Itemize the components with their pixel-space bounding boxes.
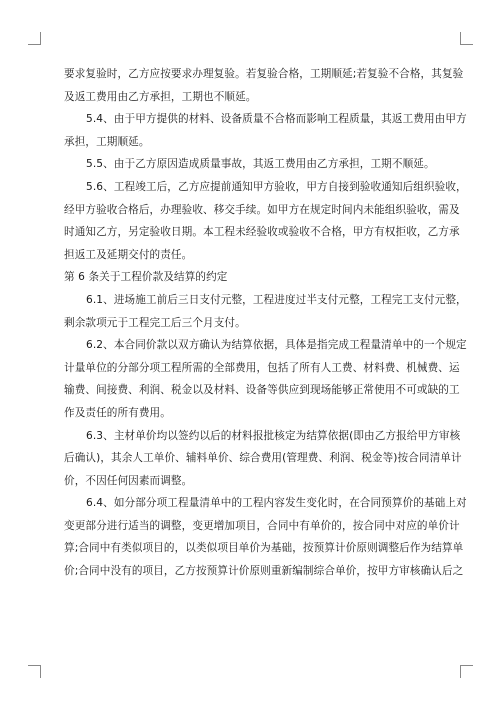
document-body	[64, 63, 467, 583]
text-line: 价，不因任何因素而调整。	[64, 474, 193, 487]
heading-line: 第 6 条关于工程价款及结算的约定	[64, 271, 228, 284]
article-6-heading	[64, 266, 447, 289]
text-line: 6.4、如分部分项工程量清单中的工程内容发生变化时，在合同预算价的基础上对	[86, 497, 467, 510]
paragraph-recheck	[64, 63, 464, 108]
crop-mark-top-left	[28, 32, 41, 45]
paragraph-5-5	[64, 153, 447, 176]
text-line: 作及责任的所有费用。	[64, 406, 171, 419]
paragraph-5-6	[64, 176, 467, 266]
text-line: 5.6、工程竣工后，乙方应提前通知甲方验收，甲方自接到验收通知后组织验收，	[86, 180, 467, 193]
text-line: 经甲方验收合格后，办理验收、移交手续。如甲方在规定时间内未能组织验收，需及	[64, 203, 460, 216]
text-line: 变更部分进行适当的调整，变更增加项目，合同中有单价的，按合同中对应的单价计	[64, 519, 460, 532]
text-line: 输费、间接费、利润、税金以及材料、设备等供应到现场能够正常使用不可或缺的工	[64, 384, 460, 397]
text-line: 剩余款项元于工程完工后三个月支付。	[64, 316, 246, 329]
paragraph-6-2	[64, 334, 467, 424]
text-line: 5.4、由于甲方提供的材料、设备质量不合格而影响工程质量，其返工费用由甲方	[86, 113, 467, 126]
paragraph-6-3	[64, 425, 462, 493]
text-line: 6.2、本合同价款以双方确认为结算依据，具体是指完成工程量清单中的一个规定	[86, 339, 467, 352]
text-line: 及返工费用由乙方承担，工期也不顺延。	[64, 90, 257, 103]
text-line: 算;合同中有类似项目的，以类似项目单价为基础，按预算计价原则调整后作为结算单	[64, 542, 464, 555]
paragraph-6-1	[64, 289, 467, 334]
paragraph-5-4	[64, 108, 467, 153]
text-line: 承担，工期顺延。	[64, 135, 150, 148]
crop-mark-bottom-right	[460, 665, 473, 678]
text-line: 6.3、主材单价均以签约以后的材料报批核定为结算依据(即由乙方报给甲方审核	[86, 429, 461, 442]
text-line: 价;合同中没有的项目，乙方按预算计价原则重新编制综合单价，按甲方审核确认后之	[64, 565, 464, 578]
text-line: 计量单位的分部分项工程所需的全部费用，包括了所有人工费、材料费、机械费、运	[64, 361, 460, 374]
crop-mark-top-right	[460, 32, 473, 45]
text-line: 担返工及延期交付的责任。	[64, 248, 193, 261]
text-line: 5.5、由于乙方原因造成质量事故，其返工费用由乙方承担，工期不顺延。	[86, 158, 435, 171]
text-line: 时通知乙方，另定验收日期。本工程未经验收或验收不合格，甲方有权拒收，乙方承	[64, 226, 460, 239]
text-line: 要求复验时，乙方应按要求办理复验。若复验合格，工期顺延;若复验不合格，其复验	[64, 68, 464, 80]
paragraph-6-4	[64, 492, 467, 582]
crop-mark-bottom-left	[28, 665, 41, 678]
text-line: 后确认)，其余人工单价、辅料单价、综合费用(管理费、利润、税金等)按合同清单计	[64, 452, 462, 465]
text-line: 6.1、进场施工前后三日支付元整，工程进度过半支付元整，工程完工支付元整，	[86, 293, 467, 306]
